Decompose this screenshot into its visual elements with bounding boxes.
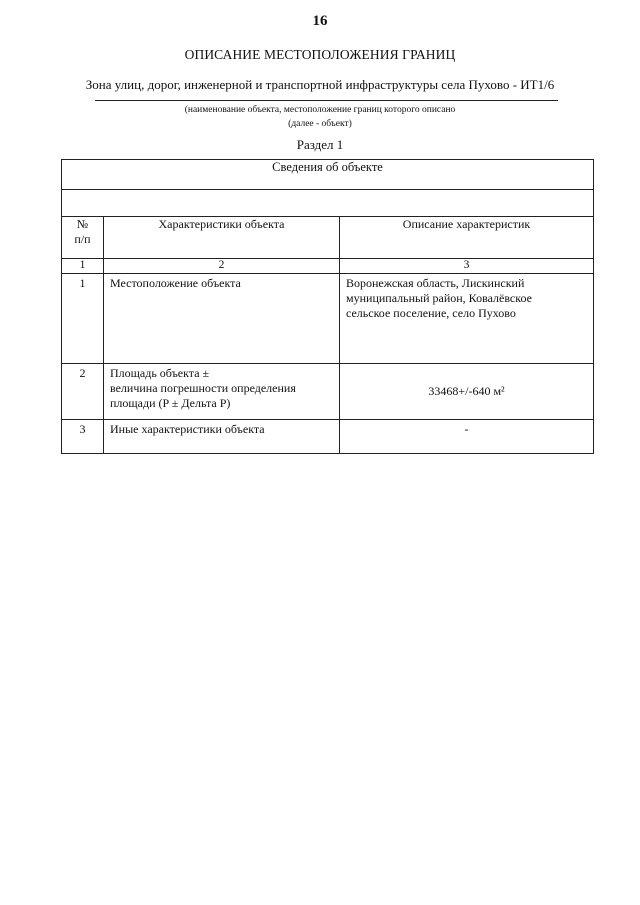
caption-line-1: (наименование объекта, местоположение границ которого описано <box>184 105 456 115</box>
row-number: 2 <box>62 364 104 420</box>
table-title: Сведения об объекте <box>62 160 594 190</box>
table-title-row <box>62 160 594 190</box>
table-row <box>62 274 594 364</box>
document-title: ОПИСАНИЕ МЕСТОПОЛОЖЕНИЯ ГРАНИЦ <box>184 47 456 62</box>
table-empty-row <box>62 190 594 217</box>
characteristic-line: Площадь объекта ± <box>110 366 210 380</box>
description-line: муниципальный район, Ковалёвское <box>346 291 532 305</box>
row-description <box>340 274 594 364</box>
row-number: 1 <box>62 274 104 364</box>
object-caption <box>0 103 640 131</box>
characteristic-line: площади (P ± Дельта P) <box>110 396 231 410</box>
table-header-row <box>62 217 594 259</box>
index-cell: 1 <box>62 259 104 274</box>
table-row <box>62 364 594 420</box>
header-characteristics: Характеристики объекта <box>104 217 340 259</box>
row-characteristic: Местоположение объекта <box>104 274 340 364</box>
row-characteristic: Иные характеристики объекта <box>104 420 340 454</box>
header-description: Описание характеристик <box>340 217 594 259</box>
row-description: - <box>340 420 594 454</box>
object-info-table <box>61 159 594 454</box>
empty-cell <box>62 190 594 217</box>
header-num <box>62 217 104 259</box>
row-description: 33468+/-640 м² <box>340 364 594 420</box>
table-row <box>62 420 594 454</box>
header-num-symbol: № <box>76 217 89 231</box>
section-label: Раздел 1 <box>296 137 344 152</box>
table-index-row <box>62 259 594 274</box>
description-line: Воронежская область, Лискинский <box>346 276 525 290</box>
header-num-abbr: п/п <box>74 232 91 246</box>
description-line: сельское поселение, село Пухово <box>346 306 516 320</box>
title-underline <box>95 100 558 101</box>
row-number: 3 <box>62 420 104 454</box>
index-cell: 2 <box>104 259 340 274</box>
object-name: Зона улиц, дорог, инженерной и транспортной инфраструктуры села Пухово - ИТ1/6 <box>85 77 555 92</box>
characteristic-line: величина погрешности определения <box>110 381 296 395</box>
page-number: 16 <box>312 13 328 29</box>
index-cell: 3 <box>340 259 594 274</box>
caption-line-2: (далее - объект) <box>288 119 352 129</box>
row-characteristic <box>104 364 340 420</box>
